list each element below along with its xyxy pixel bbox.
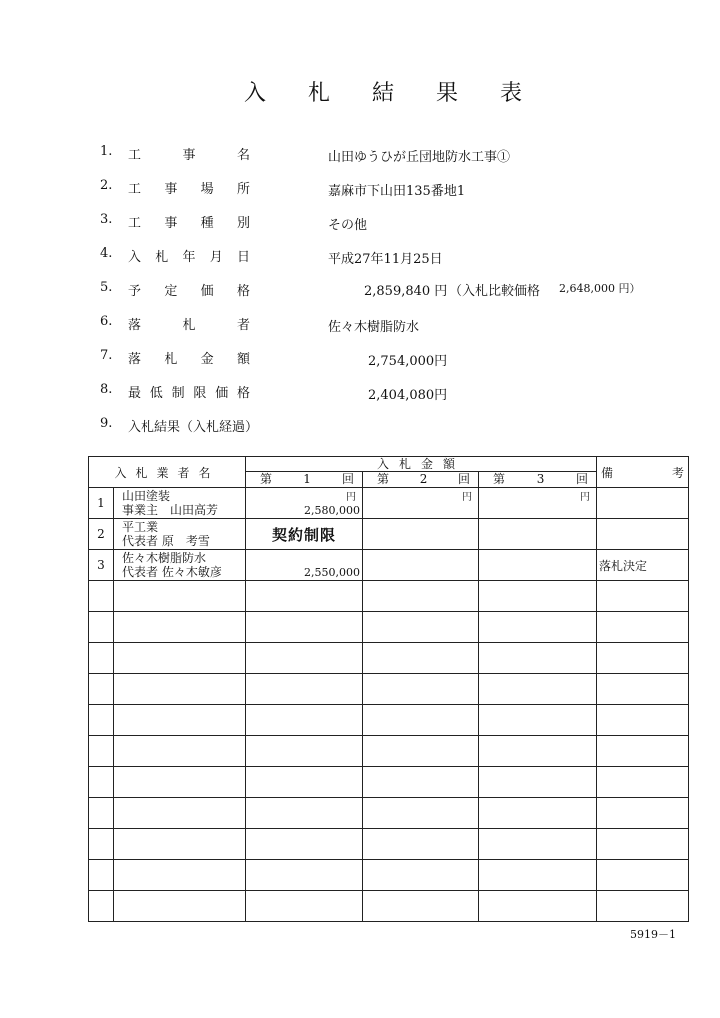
document-title: 入札結果表 (244, 81, 565, 106)
round-2-amount: 円 (363, 488, 479, 519)
empty-row (89, 798, 689, 829)
header-remarks: 備 考 (597, 457, 689, 488)
empty-row (89, 767, 689, 798)
bidder-name: 平工業 代表者 原 考雪 (114, 519, 246, 550)
empty-row (89, 674, 689, 705)
empty-row (89, 829, 689, 860)
round-2-amount (363, 519, 479, 550)
bid-results-table (88, 456, 689, 922)
empty-row (89, 860, 689, 891)
empty-row (89, 891, 689, 922)
round-1-amount: 円 2,580,000 (246, 488, 363, 519)
header-round-3: 第 3 回 (479, 472, 597, 488)
table-header-row (89, 457, 689, 472)
round-3-amount (479, 519, 597, 550)
header-round-2: 第 2 回 (363, 472, 479, 488)
round-2-amount (363, 550, 479, 581)
remark: 落札決定 (597, 550, 689, 581)
table-row: 3 佐々木樹脂防水 代表者 佐々木敏彦 2,550,000 落札決定 (89, 550, 689, 581)
bidder-name: 山田塗装 事業主 山田高芳 (114, 488, 246, 519)
header-bid-amount: 入札金額 (246, 457, 597, 472)
contract-restricted-stamp: 契約制限 (246, 519, 363, 550)
table-row: 2 平工業 代表者 原 考雪 契約制限 (89, 519, 689, 550)
table-row: 1 山田塗装 事業主 山田高芳 円 2,580,000 円 円 (89, 488, 689, 519)
round-3-amount: 円 (479, 488, 597, 519)
header-round-1: 第 1 回 (246, 472, 363, 488)
bidder-name: 佐々木樹脂防水 代表者 佐々木敏彦 (114, 550, 246, 581)
empty-row (89, 643, 689, 674)
empty-row (89, 705, 689, 736)
comparison-price-note: （入札比較価格 2,648,000 円） (449, 282, 641, 299)
empty-row (89, 581, 689, 612)
remark (597, 488, 689, 519)
header-bidder-name: 入札業者名 (89, 457, 246, 488)
empty-row (89, 612, 689, 643)
round-1-amount: 2,550,000 (246, 550, 363, 581)
round-3-amount (479, 550, 597, 581)
remark (597, 519, 689, 550)
document-number: 5919－1 (630, 928, 676, 941)
empty-row (89, 736, 689, 767)
